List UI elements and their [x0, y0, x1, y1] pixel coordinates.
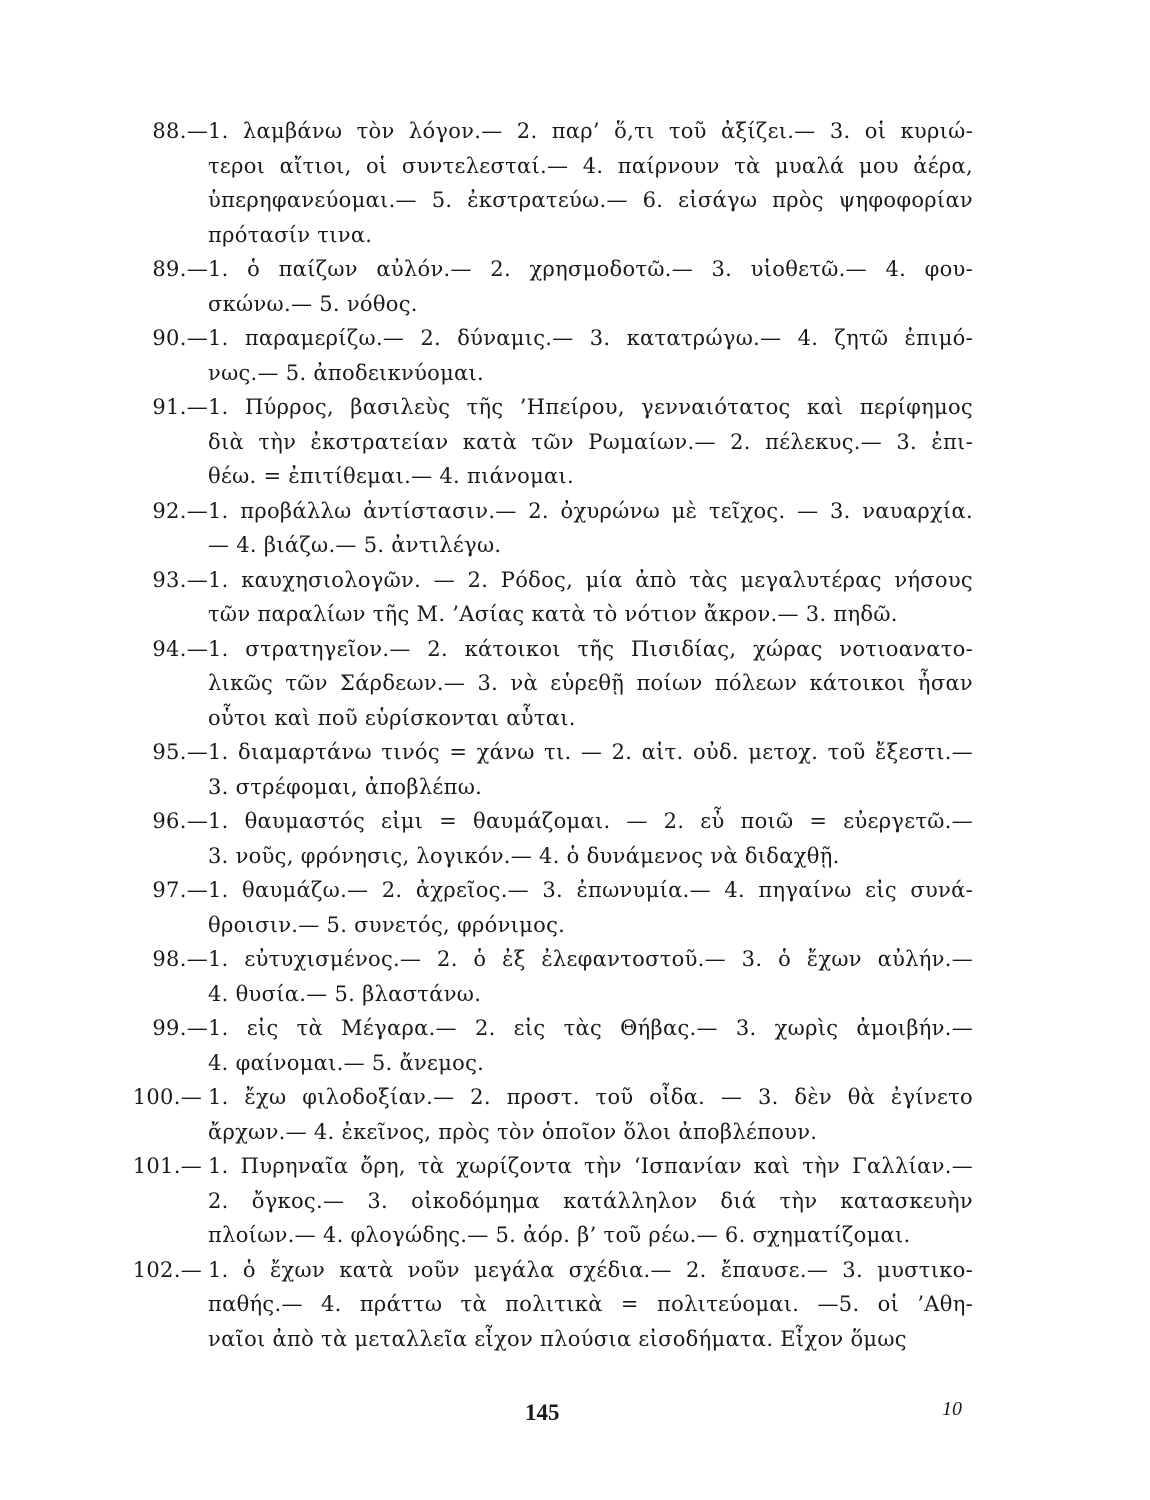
entry-line: πρότασίν τινα.	[208, 222, 373, 247]
entry-line: διὰ τὴν ἐκστρατείαν κατὰ τῶν Ρωμαίων.— 2. πέλεκυς.— 3. ἐπι-	[208, 429, 973, 454]
entry-line: τῶν παραλίων τῆς Μ. ’Ασίας κατὰ τὸ νότιον ἄκρον.— 3. πηδῶ.	[208, 602, 898, 626]
signature-mark: 10	[942, 1398, 962, 1420]
entry	[128, 1149, 973, 1253]
entry-line: θέω. = ἐπιτίθεμαι.— 4. πιάνομαι.	[208, 464, 575, 488]
entry-line: τεροι αἴτιοι, οἱ συντελεσταί.— 4. παίρνουν τὰ μυαλά μου ἀέρα,	[208, 153, 973, 178]
entry-line: ὑπερηφανεύομαι.— 5. ἐκστρατεύω.— 6. εἰσάγω πρὸς ψηφοφορίαν	[208, 188, 973, 212]
entry-line: 3. νοῦς, φρόνησις, λογικόν.— 4. ὁ δυνάμενος νὰ διδαχθῇ.	[208, 843, 840, 868]
entry	[128, 390, 973, 494]
entry-line: 1. θαυμάζω.— 2. ἀχρεῖος.— 3. ἐπωνυμία.— 4. πηγαίνω εἰς συνά-	[208, 878, 973, 902]
entry-number: 102.—	[132, 1257, 202, 1282]
entry-number: 97.—	[152, 878, 208, 902]
entry	[128, 321, 973, 390]
entry-number: 100.—	[132, 1085, 202, 1109]
entry-line: 3. στρέφομαι, ἀποβλέπω.	[208, 774, 483, 799]
entry	[128, 1080, 973, 1149]
entry-number: 92.—	[152, 498, 208, 523]
entry-line: 1. ἔχω φιλοδοξίαν.— 2. προστ. τοῦ οἶδα. — 3. δὲν θὰ ἐγίνετο	[208, 1085, 973, 1109]
entry-line: 1. Πυρηναῖα ὄρη, τὰ χωρίζοντα τὴν ‘Ισπανίαν καὶ τὴν Γαλλίαν.—	[208, 1154, 973, 1178]
entry-line: οὗτοι καὶ ποῦ εὑρίσκονται αὗται.	[208, 705, 576, 730]
entry-number: 89.—	[152, 257, 208, 281]
entry	[128, 804, 973, 873]
entry-line: νως.— 5. ἀποδεικνύομαι.	[208, 360, 485, 385]
entry-line: 1. θαυμαστός εἰμι = θαυμάζομαι. — 2. εὖ ποιῶ = εὐεργετῶ.—	[208, 809, 973, 833]
entry-number: 90.—	[152, 326, 208, 350]
page-number: 145	[525, 1400, 560, 1425]
entry	[128, 252, 973, 321]
entry	[128, 632, 973, 736]
entry	[128, 1011, 973, 1080]
entry-number: 99.—	[152, 1016, 208, 1040]
entry-number: 91.—	[152, 395, 208, 419]
entry-number: 88.—	[152, 119, 208, 143]
entry	[128, 735, 973, 804]
entry-line: 4. θυσία.— 5. βλαστάνω.	[208, 981, 482, 1006]
entry-line: 1. Πύρρος, βασιλεὺς τῆς ’Ηπείρου, γενναιότατος καὶ περίφημος	[208, 395, 973, 419]
entry-number: 93.—	[152, 567, 208, 592]
entry-line: 1. διαμαρτάνω τινός = χάνω τι. — 2. αἰτ. οὐδ. μετοχ. τοῦ ἔξεστι.—	[208, 740, 973, 764]
entry-line: λικῶς τῶν Σάρδεων.— 3. νὰ εὑρεθῇ ποίων πόλεων κάτοικοι ἦσαν	[208, 671, 973, 695]
entry	[128, 563, 973, 632]
entry-line: θροισιν.— 5. συνετός, φρόνιμος.	[208, 912, 566, 937]
entry-line: 1. λαμβάνω τὸν λόγον.— 2. παρ’ ὅ,τι τοῦ ἀξίζει.— 3. οἱ κυριώ-	[208, 119, 973, 143]
entry-number: 98.—	[152, 947, 208, 971]
answer-key-entries	[128, 114, 973, 1356]
entry-number: 96.—	[152, 809, 208, 833]
entry-line: σκώνω.— 5. νόθος.	[208, 291, 418, 316]
entry	[128, 873, 973, 942]
entry-line: 1. προβάλλω ἀντίστασιν.— 2. ὀχυρώνω μὲ τεῖχος. — 3. ναυαρχία.	[208, 498, 973, 523]
entry-number: 101.—	[132, 1154, 202, 1178]
entry-line: 1. ὁ ἔχων κατὰ νοῦν μεγάλα σχέδια.— 2. ἔπαυσε.— 3. μυστικο-	[208, 1257, 973, 1282]
entry	[128, 942, 973, 1011]
entry-line: ἄρχων.— 4. ἐκεῖνος, πρὸς τὸν ὁποῖον ὅλοι ἀποβλέπουν.	[208, 1119, 818, 1144]
entry-line: πλοίων.— 4. φλογώδης.— 5. ἀόρ. β’ τοῦ ρέω.— 6. σχηματίζομαι.	[208, 1223, 911, 1247]
entry-line: 1. παραμερίζω.— 2. δύναμις.— 3. κατατρώγω.— 4. ζητῶ ἐπιμό-	[208, 326, 973, 350]
entry	[128, 1253, 973, 1357]
entry-number: 94.—	[152, 636, 208, 661]
entry-line: 2. ὄγκος.— 3. οἰκοδόμημα κατάλληλον διά τὴν κατασκευὴν	[208, 1188, 973, 1213]
entry-number: 95.—	[152, 740, 208, 764]
entry-line: 1. εἰς τὰ Μέγαρα.— 2. εἰς τὰς Θήβας.— 3. χωρὶς ἀμοιβήν.—	[208, 1016, 973, 1040]
entry	[128, 494, 973, 563]
entry-line: 1. ὁ παίζων αὐλόν.— 2. χρησμοδοτῶ.— 3. υἱοθετῶ.— 4. φου-	[208, 257, 973, 281]
entry-line: 1. καυχησιολογῶν. — 2. Ρόδος, μία ἀπὸ τὰς μεγαλυτέρας νήσους	[208, 567, 973, 592]
entry-line: 4. φαίνομαι.— 5. ἄνεμος.	[208, 1050, 485, 1075]
entry-line: 1. στρατηγεῖον.— 2. κάτοικοι τῆς Πισιδίας, χώρας νοτιοανατο-	[208, 636, 973, 661]
entry-line: 1. εὐτυχισμένος.— 2. ὁ ἐξ ἐλεφαντοστοῦ.— 3. ὁ ἔχων αὐλήν.—	[208, 947, 973, 971]
entry	[128, 114, 973, 252]
entry-line: ναῖοι ἀπὸ τὰ μεταλλεῖα εἶχον πλούσια εἰσοδήματα. Εἶχον ὅμως	[208, 1326, 907, 1351]
entry-line: παθής.— 4. πράττω τὰ πολιτικὰ = πολιτεύομαι. —5. οἱ ’Αθη-	[208, 1292, 973, 1316]
entry-line: — 4. βιάζω.— 5. ἀντιλέγω.	[208, 533, 502, 557]
